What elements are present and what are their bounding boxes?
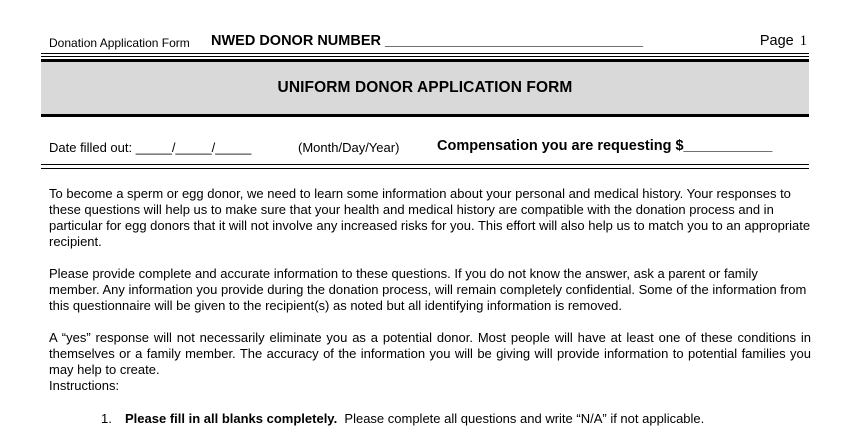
confidentiality-paragraph: Please provide complete and accurate information to these questions. If you do not know the answer, ask a parent or family member. Any information you provide during the donation process, will remain completely confidential. Some of the information from this questionnaire will be given to the recipient(s) as noted but all identifying information is removed.	[49, 266, 807, 313]
intro-paragraph: To become a sperm or egg donor, we need to learn some information about your personal and medical history. Your responses to these questions will help us to make sure that your health and medical history are compatible with the donation process and in particular for egg donors that it will not involve any increased risks for you. This effort will also help us to match you to an appropriate recipient.	[49, 186, 811, 249]
instruction-text: Please complete all questions and write “N/A” if not applicable.	[337, 411, 705, 426]
donor-number-field[interactable]: NWED DONOR NUMBER ________________________________	[211, 33, 644, 49]
form-name: Donation Application Form	[49, 36, 190, 50]
title-banner	[41, 62, 809, 114]
instruction-number: 1.	[101, 411, 112, 426]
page-number: 1	[799, 33, 807, 49]
compensation-field[interactable]: Compensation you are requesting $___________	[437, 138, 773, 154]
header-divider-thin-2	[41, 56, 809, 57]
form-title: UNIFORM DONOR APPLICATION FORM	[277, 79, 573, 96]
banner-bottom-rule	[41, 114, 809, 117]
date-compensation-row	[49, 138, 809, 158]
date-filled-field[interactable]: Date filled out: _____/_____/_____	[49, 140, 252, 155]
page-label: Page	[759, 33, 794, 49]
page-indicator	[760, 33, 807, 50]
instruction-item	[101, 411, 704, 426]
date-divider-thin	[41, 164, 809, 165]
instructions-heading: Instructions:	[49, 378, 120, 393]
page-header	[49, 33, 809, 51]
date-format-hint: (Month/Day/Year)	[298, 140, 400, 155]
instruction-bold-text: Please fill in all blanks completely.	[125, 411, 338, 426]
header-divider-thin	[41, 53, 809, 54]
date-divider-thin-2	[41, 168, 809, 169]
eligibility-paragraph: A “yes” response will not necessarily eliminate you as a potential donor. Most people will have at least one of these conditions in themselves or a family member. The accuracy of the information you will be giving will provide information to potential families you may help to create.	[49, 330, 811, 377]
